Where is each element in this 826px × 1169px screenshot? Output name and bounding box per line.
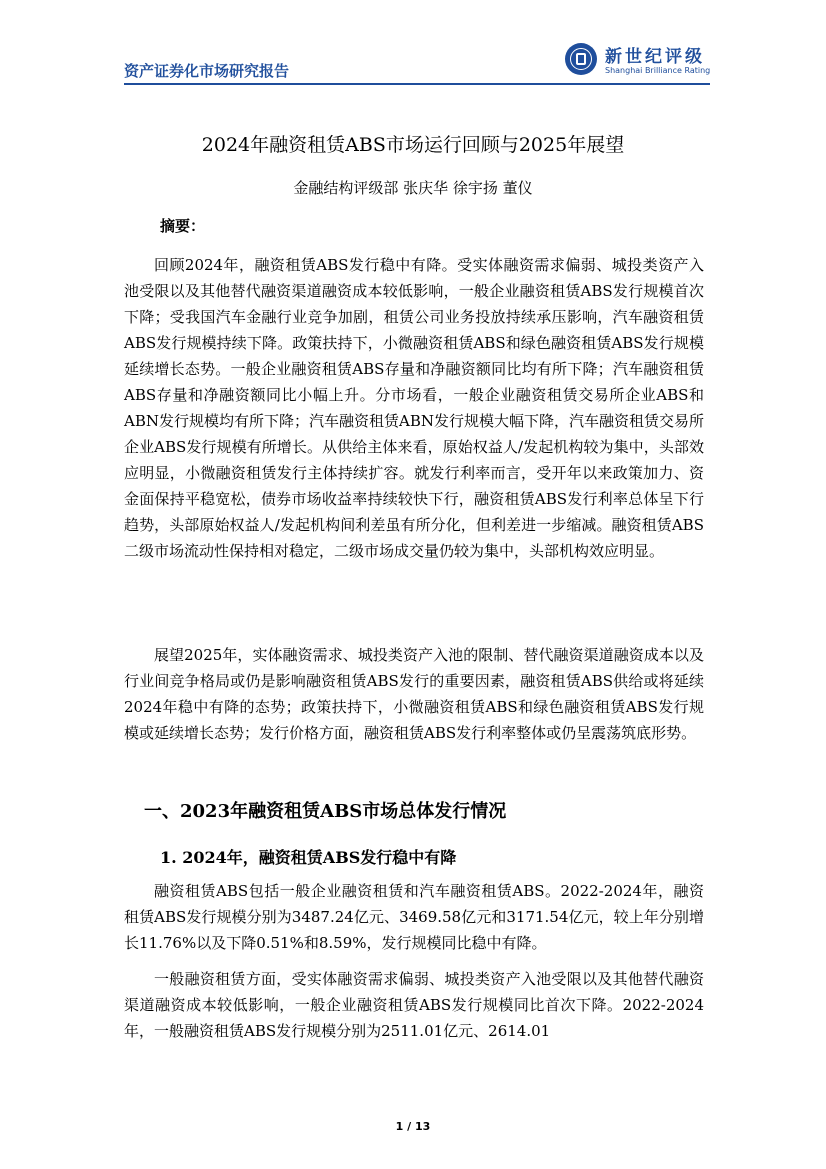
document-authors: 金融结构评级部 张庆华 徐宇扬 董仪	[293, 179, 533, 197]
abstract-label: 摘要：	[160, 217, 206, 235]
header-divider	[124, 83, 710, 85]
page-number: 1 / 13	[395, 1120, 431, 1133]
subsection-heading: 1. 2024年，融资租赁ABS发行稳中有降	[160, 848, 457, 867]
abstract-paragraph-review: 回顾2024年，融资租赁ABS发行稳中有降。受实体融资需求偏弱、城投类资产入池受限以及其他替代融资渠道融资成本较低影响，一般企业融资租赁ABS发行规模首次下降；受我国汽车金融行业竞争加剧，租赁公司业务投放持续承压影响，汽车融资租赁ABS发行规模持续下降。政策扶持下，小微融资租赁ABS和绿色融资租赁ABS发行规模延续增长态势。一般企业融资租赁ABS存量和净融资额同比均有所下降；汽车融资租赁ABS存量和净融资额同比小幅上升。分市场看，一般企业融资租赁交易所企业ABS和ABN发行规模均有所下降；汽车融资租赁ABN发行规模大幅下降，汽车融资租赁交易所企业ABS发行规模有所增长。从供给主体来看，原始权益人/发起机构较为集中，头部效应明显，小微融资租赁发行主体持续扩容。就发行利率而言，受开年以来政策加力、资金面保持平稳宽松，债券市场收益率持续较快下行，融资租赁ABS发行利率总体呈下行趋势，头部原始权益人/发起机构间利差虽有所分化，但利差进一步缩减。融资租赁ABS二级市场流动性保持相对稳定，二级市场成交量仍较为集中，头部机构效应明显。	[124, 256, 704, 560]
brand-logo	[565, 40, 715, 80]
body-paragraph: 一般融资租赁方面，受实体融资需求偏弱、城投类资产入池受限以及其他替代融资渠道融资成本较低影响，一般企业融资租赁ABS发行规模同比首次下降。2022-2024年，一般融资租赁ABS发行规模分别为2511.01亿元、2614.01	[124, 970, 704, 1040]
rating-seal-icon	[565, 43, 597, 75]
report-series-title: 资产证券化市场研究报告	[124, 62, 290, 80]
section-heading: 一、2023年融资租赁ABS市场总体发行情况	[144, 801, 507, 822]
body-paragraph: 融资租赁ABS包括一般企业融资租赁和汽车融资租赁ABS。2022-2024年，融资租赁ABS发行规模分别为3487.24亿元、3469.58亿元和3171.54亿元，较上年分别增长11.76%以及下降0.51%和8.59%，发行规模同比稳中有降。	[124, 882, 704, 952]
logo-chinese-name: 新世纪评级	[605, 47, 705, 67]
document-title: 2024年融资租赁ABS市场运行回顾与2025年展望	[201, 134, 625, 156]
abstract-paragraph-outlook: 展望2025年，实体融资需求、城投类资产入池的限制、替代融资渠道融资成本以及行业间竞争格局或仍是影响融资租赁ABS发行的重要因素，融资租赁ABS供给或将延续2024年稳中有降的态势；政策扶持下，小微融资租赁ABS和绿色融资租赁ABS发行规模或延续增长态势；发行价格方面，融资租赁ABS发行利率整体或仍呈震荡筑底形势。	[124, 646, 704, 742]
logo-english-name: Shanghai Brilliance Rating	[605, 66, 711, 75]
